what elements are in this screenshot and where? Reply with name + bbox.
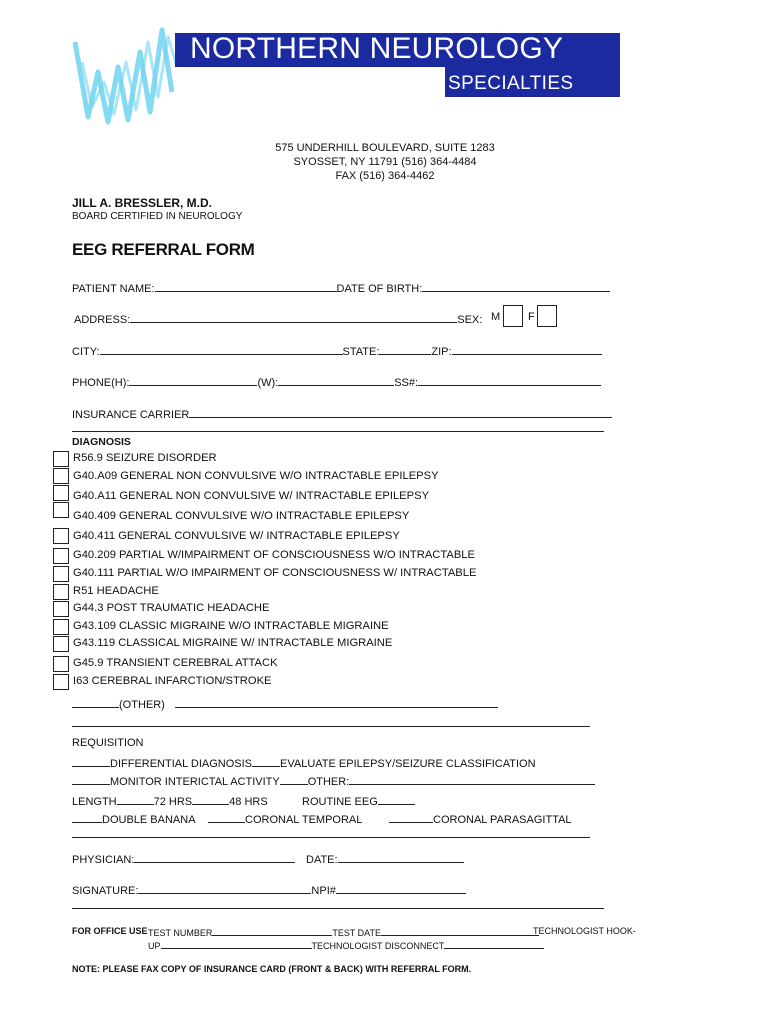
logo-name: NORTHERN NEUROLOGY [190,32,564,65]
diag-item-label: G45.9 TRANSIENT CEREBRAL ATTACK [73,657,278,669]
test-date-label: TEST DATE [332,928,382,938]
office-row-1 [148,926,539,938]
monitor-check-line[interactable] [72,773,110,785]
monitor-label: MONITOR INTERICTAL ACTIVITY [110,776,280,788]
signature-row [72,882,466,897]
diag-item-label: G43.109 CLASSIC MIGRAINE W/O INTRACTABLE MIGRAINE [73,620,389,632]
city-field[interactable] [100,343,343,355]
sex-f-checkbox[interactable] [537,305,557,327]
length-label: LENGTH [72,796,117,808]
signature-field[interactable] [138,882,311,894]
hookup-label-b: UP [148,941,161,951]
insurance-label: INSURANCE CARRIER [72,409,190,421]
coronal-temporal-check-line[interactable] [208,811,245,823]
72hrs-check-line[interactable] [117,793,154,805]
diag-other-label: (OTHER) [119,699,165,711]
diag-item-label: G44.3 POST TRAUMATIC HEADACHE [73,602,270,614]
diag-checkbox[interactable] [53,601,69,617]
diag-checkbox[interactable] [53,485,69,501]
address-line-1: 575 UNDERHILL BOULEVARD, SUITE 1283 [275,142,495,154]
zip-field[interactable] [452,343,602,355]
diag-item-label: G40.411 GENERAL CONVULSIVE W/ INTRACTABLE EPILEPSY [73,530,400,542]
address-line-3: FAX (516) 364-4462 [335,170,435,182]
test-number-field[interactable] [212,926,332,936]
ss-field[interactable] [418,374,601,386]
sex-label: SEX: [457,314,483,326]
physician-row [72,851,295,866]
sex-f-label: F [528,311,535,323]
diag-item-label: I63 CEREBRAL INFARCTION/STROKE [73,675,272,687]
diag-item-label: G40.A09 GENERAL NON CONVULSIVE W/O INTRACTABLE EPILEPSY [73,470,439,482]
signature-label: SIGNATURE: [72,885,139,897]
logo-subtitle: SPECIALTIES [448,73,574,94]
sex-m-label: M [491,311,501,323]
48hrs-check-line[interactable] [192,793,229,805]
phone-work-field[interactable] [278,374,394,386]
coronal-para-row [389,811,572,826]
differential-label: DIFFERENTIAL DIAGNOSIS [110,758,253,770]
diag-item-label: R51 HEADACHE [73,585,159,597]
coronal-temporal-row [208,811,362,826]
coronal-para-check-line[interactable] [389,811,433,823]
differential-check-line[interactable] [72,755,110,767]
city-label: CITY: [72,346,100,358]
diag-other-check-line[interactable] [72,696,119,708]
diag-other-line-2[interactable] [72,726,590,727]
coronal-para-label: CORONAL PARASAGITTAL [433,814,572,826]
signature-divider [72,908,604,909]
patient-name-field[interactable] [155,280,337,292]
diag-other-field[interactable] [175,696,498,708]
diag-checkbox[interactable] [53,619,69,635]
diag-other-row [72,696,498,711]
diagnosis-heading: DIAGNOSIS [72,436,131,448]
diag-item-label: R56.9 SEIZURE DISORDER [73,452,217,464]
date-row [306,851,464,866]
diag-item-label: G40.111 PARTIAL W/O IMPAIRMENT OF CONSCIOUSNESS W/ INTRACTABLE [73,567,477,579]
phone-home-field[interactable] [129,374,257,386]
evaluate-label: EVALUATE EPILEPSY/SEIZURE CLASSIFICATION [280,758,536,770]
48hrs-label: 48 HRS [229,796,268,808]
requisition-row-2 [72,773,595,788]
phone-work-label: (W): [257,377,279,389]
double-banana-label: DOUBLE BANANA [102,814,196,826]
insurance-field-line-2[interactable] [72,431,604,432]
diag-checkbox[interactable] [53,566,69,582]
physician-field[interactable] [134,851,295,863]
city-row [72,343,602,358]
ss-label: SS#: [394,377,419,389]
req-other-label: OTHER: [307,776,350,788]
diag-item-label: G40.209 PARTIAL W/IMPAIRMENT OF CONSCIOUSNESS W/O INTRACTABLE [73,549,475,561]
hookup-label-a: TECHNOLOGIST HOOK- [533,926,636,936]
diag-checkbox[interactable] [53,502,69,518]
length-row [72,793,268,808]
wave-logo-icon [70,22,185,127]
disconnect-label: TECHNOLOGIST DISCONNECT [311,941,445,951]
coronal-temporal-label: CORONAL TEMPORAL [245,814,363,826]
diag-checkbox[interactable] [53,674,69,690]
date-label: DATE: [306,854,338,866]
diag-checkbox[interactable] [53,451,69,467]
requisition-divider [72,837,590,838]
sex-m-checkbox[interactable] [503,305,523,327]
physician-label: PHYSICIAN: [72,854,135,866]
phone-home-label: PHONE(H): [72,377,130,389]
insurance-field[interactable] [189,406,612,418]
address-field[interactable] [130,311,457,323]
zip-label: ZIP: [431,346,452,358]
patient-name-row [72,280,610,295]
diag-checkbox[interactable] [53,548,69,564]
diag-checkbox[interactable] [53,584,69,600]
routine-check-line[interactable] [378,793,415,805]
address-line-2: SYOSSET, NY 11791 (516) 364-4484 [293,156,477,168]
form-title: EEG REFERRAL FORM [72,240,255,259]
routine-row [302,793,415,808]
date-field[interactable] [338,851,464,863]
req-other-field[interactable] [349,773,595,785]
patient-name-label: PATIENT NAME: [72,283,155,295]
test-date-field[interactable] [381,926,539,936]
address-row [74,311,482,326]
phone-row [72,374,601,389]
npi-label: NPI# [311,885,336,897]
office-use-label: FOR OFFICE USE [72,926,148,936]
double-banana-check-line[interactable] [72,811,102,823]
72hrs-label: 72 HRS [153,796,193,808]
diag-checkbox[interactable] [53,656,69,672]
requisition-heading: REQUISITION [72,737,144,749]
insurance-row [72,406,612,421]
address-label: ADDRESS: [74,314,131,326]
state-field[interactable] [379,343,431,355]
state-label: STATE: [342,346,380,358]
diag-item-label: G43.119 CLASSICAL MIGRAINE W/ INTRACTABLE MIGRAINE [73,637,393,649]
doctor-credential: BOARD CERTIFIED IN NEUROLOGY [72,211,243,222]
diag-checkbox[interactable] [53,468,69,484]
dob-label: DATE OF BIRTH: [336,283,423,295]
montage-row [72,811,196,826]
fax-note: NOTE: PLEASE FAX COPY OF INSURANCE CARD (FRONT & BACK) WITH REFERRAL FORM. [72,964,472,974]
dob-field[interactable] [422,280,610,292]
diag-checkbox[interactable] [53,636,69,652]
routine-label: ROUTINE EEG [302,796,378,808]
disconnect-field[interactable] [444,939,544,949]
diag-item-label: G40.409 GENERAL CONVULSIVE W/O INTRACTABLE EPILEPSY [73,510,410,522]
evaluate-check-line[interactable] [252,755,280,767]
office-row-2 [148,939,544,951]
hookup-field[interactable] [161,939,312,949]
requisition-row-1 [72,755,536,770]
npi-field[interactable] [336,882,466,894]
test-number-label: TEST NUMBER [148,928,213,938]
doctor-name: JILL A. BRESSLER, M.D. [72,196,213,210]
diag-checkbox[interactable] [53,528,69,544]
diag-item-label: G40.A11 GENERAL NON CONVULSIVE W/ INTRACTABLE EPILEPSY [73,490,430,502]
other-check-line[interactable] [280,773,308,785]
